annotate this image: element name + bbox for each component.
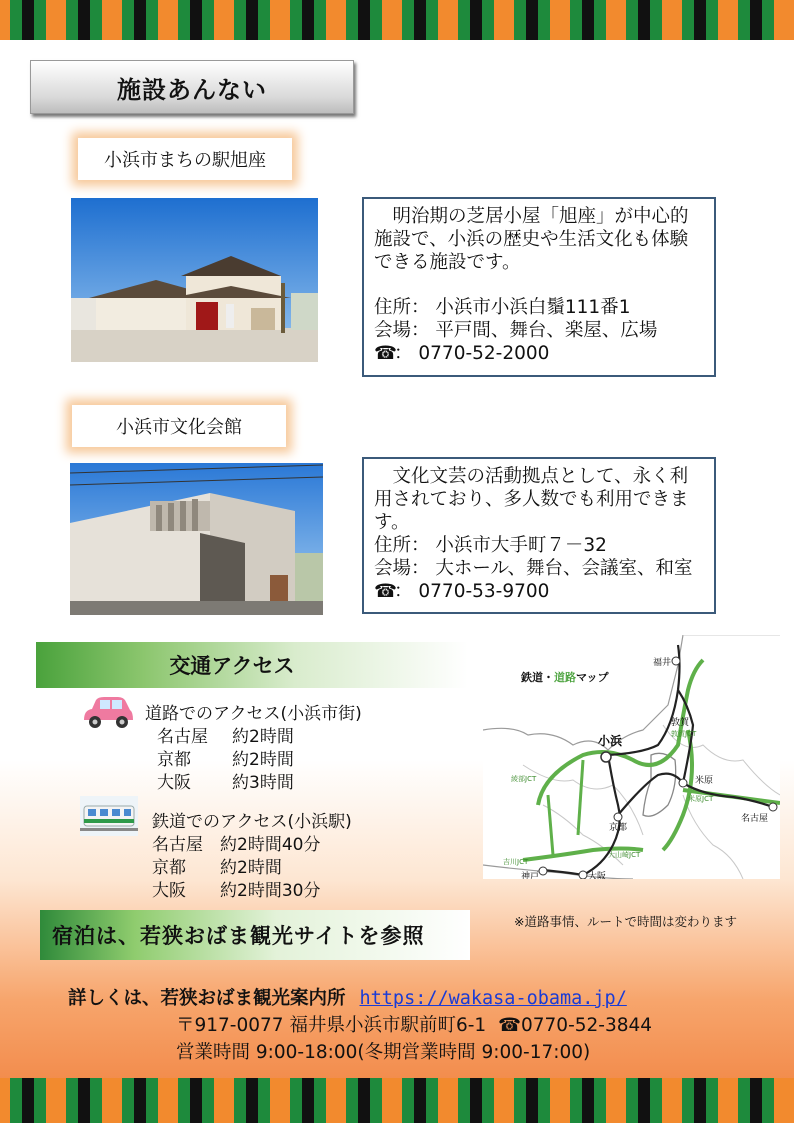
list-item: 大阪 約2時間30分 [152, 881, 321, 901]
map-label-oyamazaki-jct: 大山崎JCT [608, 851, 641, 859]
map-label-tsuruga: 敦賀 [671, 718, 690, 728]
rail-access-heading: 鉄道でのアクセス(小浜駅) [152, 812, 352, 832]
map-label-maibara-jct: 米原JCT [688, 795, 714, 803]
footer-address: 〒917-0077 福井県小浜市駅前町6-1 [176, 1015, 487, 1036]
facility-venue: 会場： 大ホール、舞台、会議室、和室 [374, 558, 693, 579]
lodging-text: 宿泊は、若狭おばま観光サイトを参照 [52, 924, 425, 948]
facility-address: 住所： 小浜市大手町７－32 [374, 535, 607, 556]
rail-access [152, 811, 352, 903]
map-label-nagoya: 名古屋 [741, 814, 769, 824]
list-item: 京都 約2時間 [157, 750, 294, 770]
map-title: 鉄道・道路マップ [521, 671, 609, 684]
map-label-tsuruga-jct: 敦賀JCT [671, 730, 697, 738]
footer-lead: 詳しくは、若狭おばま観光案内所 [68, 988, 346, 1009]
road-access-heading: 道路でのアクセス(小浜市街) [145, 704, 362, 724]
map-label-obama: 小浜 [598, 734, 623, 748]
tourism-site-link[interactable]: https://wakasa-obama.jp/ [359, 988, 627, 1009]
facility-info-bunka-kaikan [362, 457, 716, 614]
map-label-fukui: 福井 [653, 658, 672, 668]
road-access [145, 703, 362, 795]
facility-venue: 会場： 平戸間、舞台、楽屋、広場 [374, 320, 658, 341]
photo-asahiza [71, 198, 318, 362]
access-section-header [36, 642, 468, 688]
facility-address: 住所： 小浜市小浜白鬚111番1 [374, 297, 631, 318]
access-title: 交通アクセス [169, 654, 295, 678]
facility-tel: ☎： 0770-53-9700 [374, 581, 550, 602]
map-label-yoshikawa-jct: 吉川JCT [503, 858, 529, 866]
list-item: 名古屋 約2時間 [157, 727, 294, 747]
lodging-banner [40, 910, 470, 960]
car-icon [80, 696, 134, 730]
contact-footer [68, 985, 652, 1066]
list-item: 大阪 約3時間 [157, 773, 294, 793]
map-label-kyoto: 京都 [609, 823, 628, 833]
facility-label-bunka-kaikan: 小浜市文化会館 [72, 405, 286, 447]
footer-tel: 0770-52-3844 [520, 1015, 653, 1036]
facility-tel: ☎： 0770-52-2000 [374, 343, 550, 364]
map-note: ※道路事情、ルートで時間は変わります [514, 914, 737, 929]
phone-icon: ☎ [374, 581, 398, 602]
phone-icon: ☎ [374, 343, 398, 364]
facility-description: 文化文芸の活動拠点として、永く利用されており、多人数でも利用できます。 [374, 466, 689, 533]
list-item: 京都 約2時間 [152, 858, 282, 878]
map-label-osaka: 大阪 [588, 872, 607, 879]
section-title-box [30, 60, 354, 114]
photo-bunka-kaikan [70, 463, 323, 615]
facility-info-asahiza [362, 197, 716, 377]
facility-label-asahiza: 小浜市まちの駅旭座 [78, 138, 292, 180]
list-item: 名古屋 約2時間40分 [152, 835, 321, 855]
facility-description: 明治期の芝居小屋「旭座」が中心的施設で、小浜の歴史や生活文化も体験できる施設です。 [374, 206, 689, 273]
rail-road-map [483, 635, 780, 879]
top-stripe-border [0, 0, 794, 40]
footer-hours: 営業時間 9:00-18:00(冬期営業時間 9:00-17:00) [176, 1042, 591, 1063]
train-icon [80, 796, 138, 836]
map-label-ayabe-jct: 綾部JCT [511, 775, 537, 783]
bottom-stripe-border [0, 1078, 794, 1123]
phone-icon: ☎ [497, 1015, 521, 1036]
map-label-kobe: 神戸 [521, 872, 540, 879]
map-label-maibara: 米原 [695, 776, 714, 786]
page-title: 施設あんない [117, 75, 267, 104]
